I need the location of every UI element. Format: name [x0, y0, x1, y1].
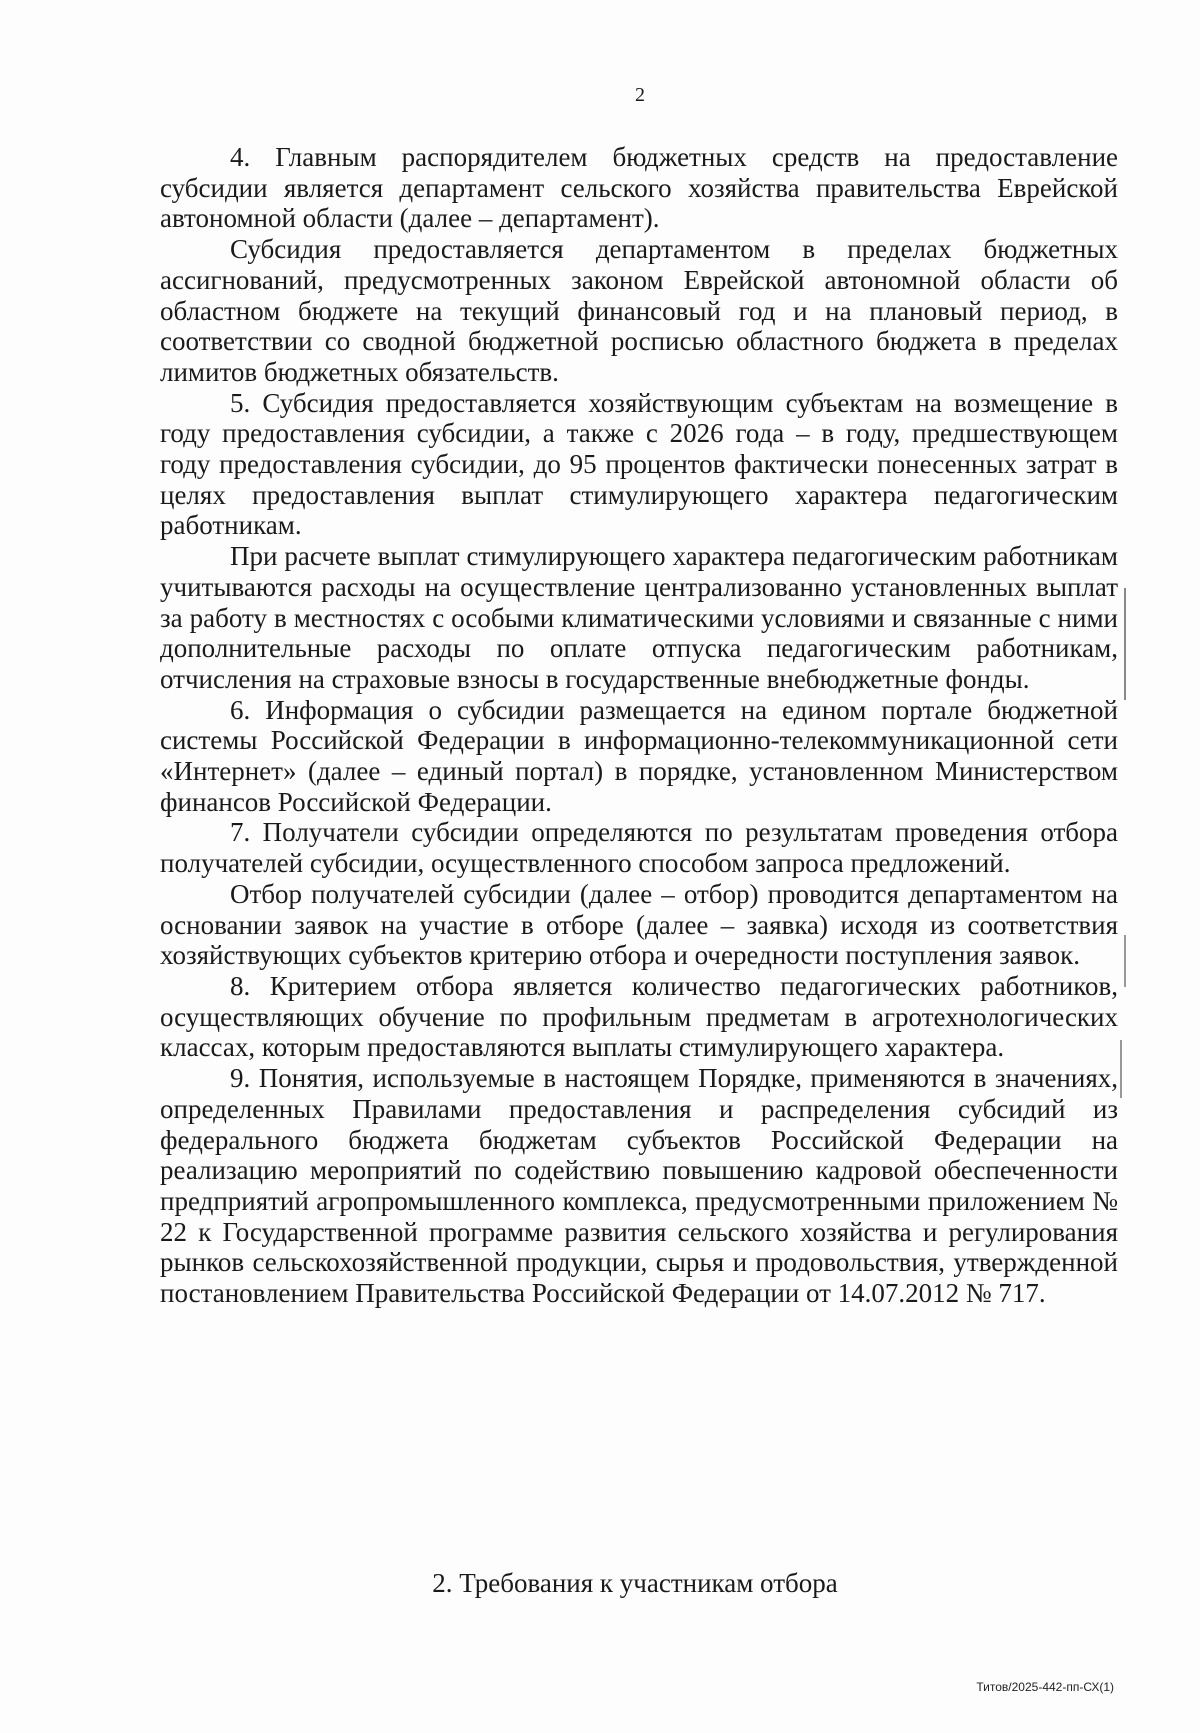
paragraph-6-unified-portal: 6. Информация о субсидии размещается на едином портале бюджетной системы Российской Федерации в информационно-телекоммуникационной сети «Интернет» (далее – единый портал) в порядке, установленном Министерством финансов Российской Федерации. — [160, 694, 1118, 817]
scan-edge-mark — [1124, 588, 1126, 700]
document-body — [160, 142, 1118, 1309]
paragraph-7-recipients-selection: 7. Получатели субсидии определяются по результатам проведения отбора получателей субсидии, осуществленного способом запроса предложений. — [160, 817, 1118, 879]
section-heading: 2. Требования к участникам отбора — [432, 1568, 838, 1598]
paragraph-payment-calculation: При расчете выплат стимулирующего характера педагогическим работникам учитываются расходы на осуществление централизованно установленных выплат за работу в местностях с особыми климатическими условиями и связанные с ними дополнительные расходы по оплате отпуска педагогическим работникам, отчисления на страховые взносы в государственные внебюджетные фонды. — [160, 541, 1118, 694]
paragraph-9-definitions: 9. Понятия, используемые в настоящем Порядке, применяются в значениях, определенных Правилами предоставления и распределения субсидий из федерального бюджета бюджетам субъектов Российской Федерации на реализацию мероприятий по содействию повышению кадровой обеспеченности предприятий агропромышленного комплекса, предусмотренными приложением № 22 к Государственной программе развития сельского хозяйства и регулирования рынков сельскохозяйственной продукции, сырья и продовольствия, утвержденной постановлением Правительства Российской Федерации от 14.07.2012 № 717. — [160, 1063, 1118, 1309]
page-number: 2 — [635, 84, 645, 106]
footer-document-code: Титов/2025-442-пп-СХ(1) — [976, 1680, 1114, 1694]
paragraph-selection-procedure: Отбор получателей субсидии (далее – отбор) проводится департаментом на основании заявок на участие в отборе (далее – заявка) исходя из соответствия хозяйствующих субъектов критерию отбора и очередности поступления заявок. — [160, 878, 1118, 971]
paragraph-8-selection-criterion: 8. Критерием отбора является количество педагогических работников, осуществляющих обучение по профильным предметам в агротехнологических классах, которым предоставляются выплаты стимулирующего характера. — [160, 970, 1118, 1063]
scan-edge-mark — [1120, 1040, 1122, 1098]
paragraph-5-subsidy-purpose: 5. Субсидия предоставляется хозяйствующим субъектам на возмещение в году предоставления субсидии, а также с 2026 года – в году, предшествующем году предоставления субсидии, до 95 процентов фактически понесенных затрат в целях предоставления выплат стимулирующего характера педагогическим работникам. — [160, 387, 1118, 541]
paragraph-subsidy-budget-limits: Субсидия предоставляется департаментом в пределах бюджетных ассигнований, предусмотренных законом Еврейской автономной области об областном бюджете на текущий финансовый год и на плановый период, в соответствии со сводной бюджетной росписью областного бюджета в пределах лимитов бюджетных обязательств. — [160, 234, 1118, 387]
scan-edge-mark — [1124, 935, 1126, 987]
paragraph-4-main-administrator: 4. Главным распорядителем бюджетных средств на предоставление субсидии является департамент сельского хозяйства правительства Еврейской автономной области (далее – департамент). — [160, 142, 1118, 234]
